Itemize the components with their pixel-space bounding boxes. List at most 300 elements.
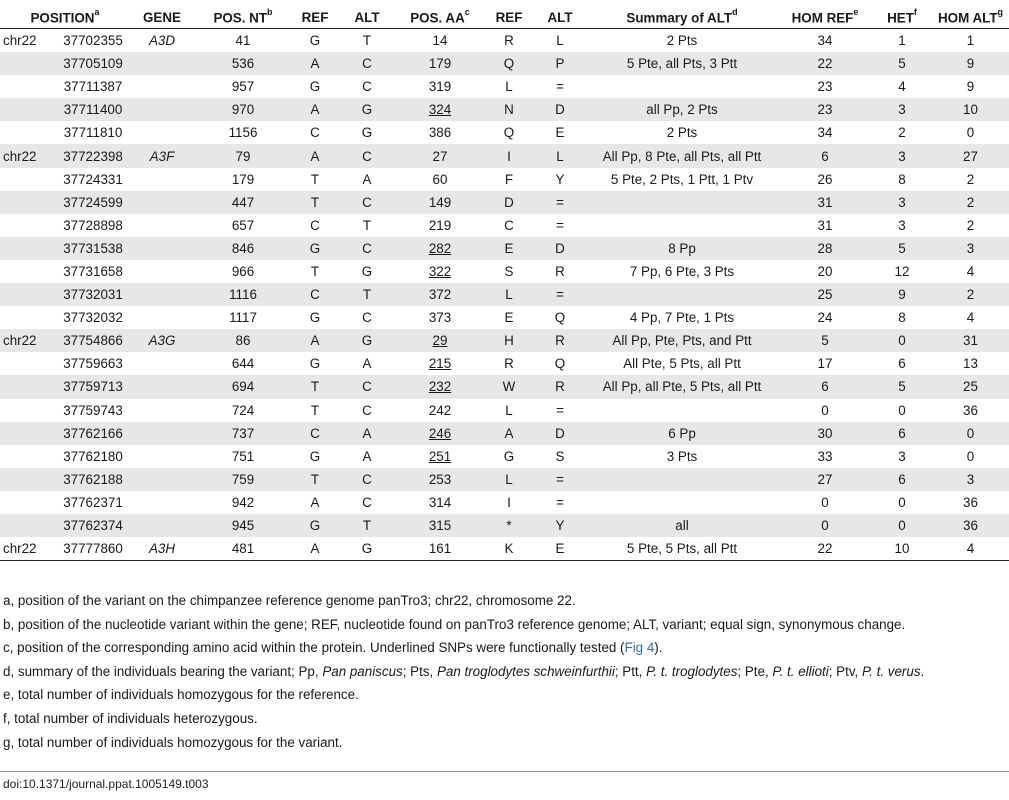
cell-hom-alt: 4 xyxy=(966,263,975,279)
cell-ref-aa: L xyxy=(484,468,534,491)
cell-position: 37732032 xyxy=(63,310,123,326)
cell-pos-nt: 86 xyxy=(194,329,292,352)
table-row xyxy=(0,445,1009,468)
cell-chromosome xyxy=(0,214,56,237)
cell-gene xyxy=(130,306,194,329)
cell-position: 37728898 xyxy=(63,217,123,233)
cell-gene xyxy=(130,121,194,144)
cell-alt-aa: Y xyxy=(534,514,586,537)
cell-hom-ref: 5 xyxy=(778,329,872,352)
cell-hom-alt: 0 xyxy=(932,422,1009,445)
cell-het: 1 xyxy=(898,33,906,49)
cell-position: 37722398 xyxy=(56,144,130,167)
cell-alt-aa: Q xyxy=(554,310,566,326)
cell-pos-aa: 322 xyxy=(428,263,452,279)
cell-alt-nt: G xyxy=(338,329,396,352)
table-row xyxy=(0,52,1009,75)
cell-gene xyxy=(130,214,194,237)
cell-ref-nt: A xyxy=(292,144,338,167)
cell-hom-ref: 26 xyxy=(817,171,833,187)
cell-pos-nt: 846 xyxy=(194,237,292,260)
cell-alt-aa: P xyxy=(534,52,586,75)
cell-alt-aa: = xyxy=(534,468,586,491)
cell-hom-alt: 2 xyxy=(932,283,1009,306)
header-hom-alt: HOM ALT$^g$ xyxy=(932,6,1009,29)
cell-hom-alt: 1 xyxy=(966,33,975,49)
table-row xyxy=(0,375,1009,398)
cell-alt-nt: T xyxy=(362,217,372,233)
cell-ref-aa: E xyxy=(484,237,534,260)
cell-gene xyxy=(130,352,194,375)
cell-chromosome: chr22 xyxy=(3,33,37,49)
cell-ref-nt: T xyxy=(292,191,338,214)
header-ref: REF xyxy=(292,6,338,29)
cell-gene xyxy=(130,52,194,75)
cell-pos-aa: 161 xyxy=(396,537,484,561)
cell-summary: 5 Pte, 5 Pts, all Ptt xyxy=(586,537,778,561)
cell-alt-nt: T xyxy=(338,283,396,306)
cell-alt-nt: C xyxy=(338,144,396,167)
cell-alt-nt: G xyxy=(361,263,373,279)
cell-ref-nt: G xyxy=(292,514,338,537)
cell-hom-ref: 0 xyxy=(821,494,829,510)
cell-ref-nt: G xyxy=(309,33,321,49)
cell-pos-aa: 386 xyxy=(428,125,452,141)
cell-summary: 3 Pts xyxy=(666,448,698,464)
cell-het: 9 xyxy=(872,283,932,306)
footnote-d: d, summary of the individuals bearing the variant; Pp, Pan paniscus; Pts, Pan troglodytes schweinfurthii; Ptt, P. t. troglodytes; Pte, P. t. ellioti; Ptv, P. t. verus. xyxy=(3,663,925,679)
cell-ref-nt: A xyxy=(292,329,338,352)
cell-summary: 6 Pp xyxy=(586,422,778,445)
table-row xyxy=(0,98,1009,121)
footnotes xyxy=(3,591,1003,756)
cell-summary xyxy=(586,191,778,214)
cell-alt-aa: E xyxy=(555,125,565,141)
cell-ref-aa: A xyxy=(484,422,534,445)
cell-alt-aa: D xyxy=(534,422,586,445)
cell-position: 37711387 xyxy=(63,79,123,95)
cell-hom-alt: 36 xyxy=(963,494,978,510)
cell-summary: 2 Pts xyxy=(666,33,698,49)
cell-summary: 5 Pte, 2 Pts, 1 Ptt, 1 Ptv xyxy=(610,171,754,187)
cell-alt-nt: A xyxy=(362,448,372,464)
cell-het: 8 xyxy=(898,310,906,326)
cell-pos-nt: 179 xyxy=(231,171,255,187)
cell-ref-nt: T xyxy=(292,375,338,398)
cell-chromosome xyxy=(0,237,56,260)
cell-gene: A3F xyxy=(130,144,194,167)
cell-ref-aa: H xyxy=(484,329,534,352)
cell-pos-aa: 27 xyxy=(396,144,484,167)
cell-pos-nt: 724 xyxy=(231,402,255,418)
cell-hom-ref: 33 xyxy=(817,448,833,464)
cell-summary: all Pp, 2 Pts xyxy=(586,98,778,121)
cell-pos-aa: 246 xyxy=(396,422,484,445)
cell-chromosome: chr22 xyxy=(0,537,56,561)
cell-ref-nt: G xyxy=(309,448,321,464)
cell-hom-alt: 0 xyxy=(966,125,975,141)
table-row xyxy=(0,468,1009,491)
cell-chromosome xyxy=(0,468,56,491)
cell-alt-aa: R xyxy=(534,329,586,352)
cell-het: 3 xyxy=(872,191,932,214)
cell-hom-alt: 3 xyxy=(932,468,1009,491)
cell-ref-nt: T xyxy=(310,402,320,418)
cell-ref-nt: C xyxy=(292,283,338,306)
cell-summary: 4 Pp, 7 Pte, 1 Pts xyxy=(629,310,735,326)
cell-alt-aa: = xyxy=(556,494,564,510)
cell-alt-aa: D xyxy=(534,237,586,260)
cell-het: 5 xyxy=(872,375,932,398)
cell-summary xyxy=(586,283,778,306)
footnote-f: f, total number of individuals heterozygous. xyxy=(3,710,258,726)
cell-het: 5 xyxy=(872,52,932,75)
cell-ref-aa: S xyxy=(504,263,514,279)
cell-summary xyxy=(586,75,778,98)
cell-gene xyxy=(130,191,194,214)
cell-chromosome xyxy=(0,121,56,144)
cell-het: 0 xyxy=(872,514,932,537)
cell-position: 37705109 xyxy=(56,52,130,75)
doi-divider xyxy=(0,771,1009,772)
cell-hom-ref: 34 xyxy=(817,33,833,49)
cell-gene xyxy=(130,260,194,283)
cell-position: 37777860 xyxy=(56,537,130,561)
header-pos-aa: POS. $AA^c$ xyxy=(396,6,484,29)
cell-summary: all xyxy=(586,514,778,537)
header-hom-ref: HOM REF$^e$ xyxy=(778,6,872,29)
header-summary: Summary of ALT$^d$ xyxy=(586,6,778,29)
cell-chromosome xyxy=(0,422,56,445)
cell-pos-aa: 242 xyxy=(428,402,452,418)
cell-hom-ref: 6 xyxy=(778,375,872,398)
cell-gene xyxy=(130,75,194,98)
cell-pos-aa: 253 xyxy=(396,468,484,491)
cell-hom-alt: 9 xyxy=(932,52,1009,75)
cell-ref-nt: A xyxy=(292,98,338,121)
cell-alt-aa: = xyxy=(556,402,564,418)
table-row xyxy=(0,352,1009,375)
cell-ref-nt: A xyxy=(292,52,338,75)
table-row xyxy=(0,399,1009,422)
cell-summary: 5 Pte, all Pts, 3 Ptt xyxy=(586,52,778,75)
header-position: POSITION$^a$ xyxy=(0,6,130,29)
cell-chromosome xyxy=(0,375,56,398)
table-row xyxy=(0,29,1009,53)
cell-pos-nt: 737 xyxy=(194,422,292,445)
cell-alt-nt: C xyxy=(362,494,372,510)
cell-het: 3 xyxy=(872,98,932,121)
cell-summary: 8 Pp xyxy=(586,237,778,260)
footnote-e: e, total number of individuals homozygous for the reference. xyxy=(3,687,359,703)
cell-hom-ref: 22 xyxy=(778,52,872,75)
cell-gene xyxy=(130,399,194,422)
table-row xyxy=(0,422,1009,445)
cell-position: 37731658 xyxy=(63,263,123,279)
cell-ref-nt: A xyxy=(310,494,320,510)
doi-text: doi:10.1371/journal.ppat.1005149.t003 xyxy=(3,777,209,791)
cell-ref-nt: C xyxy=(310,125,320,141)
cell-pos-nt: 41 xyxy=(235,33,251,49)
cell-ref-nt: G xyxy=(309,356,321,372)
cell-chromosome xyxy=(0,98,56,121)
cell-het: 8 xyxy=(898,171,906,187)
cell-hom-ref: 20 xyxy=(817,263,833,279)
cell-position: 37762374 xyxy=(56,514,130,537)
cell-alt-nt: C xyxy=(362,310,372,326)
cell-pos-nt: 694 xyxy=(194,375,292,398)
cell-pos-aa: 282 xyxy=(396,237,484,260)
cell-het: 0 xyxy=(872,329,932,352)
cell-ref-aa: * xyxy=(484,514,534,537)
cell-het: 4 xyxy=(898,79,906,95)
cell-alt-nt: A xyxy=(362,356,372,372)
cell-pos-nt: 79 xyxy=(194,144,292,167)
header-pos-nt: POS. $NT^b$ xyxy=(194,6,292,29)
cell-alt-nt: C xyxy=(362,79,372,95)
cell-alt-aa: R xyxy=(534,375,586,398)
cell-gene xyxy=(130,468,194,491)
cell-alt-aa: = xyxy=(534,283,586,306)
cell-gene xyxy=(130,98,194,121)
cell-hom-alt: 2 xyxy=(966,171,975,187)
cell-summary xyxy=(586,491,778,514)
cell-het: 0 xyxy=(898,494,906,510)
cell-hom-ref: 22 xyxy=(778,537,872,561)
cell-gene xyxy=(130,375,194,398)
cell-pos-nt: 1156 xyxy=(228,125,258,141)
cell-hom-ref: 23 xyxy=(778,98,872,121)
cell-pos-aa: 60 xyxy=(432,171,448,187)
cell-chromosome xyxy=(0,191,56,214)
cell-summary: All Pp, Pte, Pts, and Ptt xyxy=(586,329,778,352)
cell-summary: All Pp, 8 Pte, all Pts, all Ptt xyxy=(586,144,778,167)
cell-pos-nt: 1116 xyxy=(194,283,292,306)
cell-hom-alt: 31 xyxy=(932,329,1009,352)
cell-chromosome xyxy=(0,168,56,191)
cell-alt-aa: Y xyxy=(555,171,565,187)
cell-chromosome xyxy=(0,514,56,537)
cell-alt-aa: L xyxy=(556,33,564,49)
cell-het: 6 xyxy=(898,356,906,372)
cell-hom-alt: 25 xyxy=(932,375,1009,398)
cell-hom-alt: 2 xyxy=(932,191,1009,214)
table-row xyxy=(0,329,1009,352)
cell-hom-ref: 24 xyxy=(817,310,833,326)
cell-alt-nt: C xyxy=(338,468,396,491)
cell-ref-aa: C xyxy=(504,217,514,233)
cell-ref-aa: N xyxy=(484,98,534,121)
cell-ref-aa: R xyxy=(504,356,514,372)
fig4-link[interactable]: Fig 4 xyxy=(624,640,655,656)
cell-ref-aa: G xyxy=(503,448,515,464)
cell-hom-ref: 6 xyxy=(778,144,872,167)
table-row xyxy=(0,260,1009,283)
cell-pos-aa: 14 xyxy=(432,33,448,49)
cell-ref-aa: I xyxy=(484,144,534,167)
cell-ref-nt: T xyxy=(292,468,338,491)
table-row xyxy=(0,491,1009,514)
cell-ref-aa: L xyxy=(505,79,513,95)
footnote-c: c, position of the corresponding amino acid within the protein. Underlined SNPs were functionally tested (Fig 4). xyxy=(3,640,663,656)
cell-chromosome xyxy=(0,491,56,514)
variant-table xyxy=(0,6,1009,561)
cell-ref-aa: D xyxy=(484,191,534,214)
cell-pos-aa: 314 xyxy=(428,494,452,510)
cell-alt-nt: C xyxy=(338,191,396,214)
cell-alt-nt: A xyxy=(362,171,372,187)
table-body xyxy=(0,29,1009,561)
cell-ref-aa: K xyxy=(484,537,534,561)
cell-position: 37724331 xyxy=(63,171,123,187)
cell-hom-alt: 13 xyxy=(963,356,978,372)
cell-summary xyxy=(586,468,778,491)
cell-alt-aa: = xyxy=(556,217,564,233)
cell-het: 3 xyxy=(898,217,906,233)
cell-hom-alt: 2 xyxy=(966,217,975,233)
cell-chromosome xyxy=(0,283,56,306)
cell-hom-ref: 31 xyxy=(817,217,833,233)
cell-het: 10 xyxy=(872,537,932,561)
cell-chromosome xyxy=(0,399,56,422)
cell-hom-ref: 27 xyxy=(778,468,872,491)
cell-het: 3 xyxy=(872,144,932,167)
cell-pos-nt: 957 xyxy=(231,79,255,95)
cell-chromosome xyxy=(0,52,56,75)
cell-pos-aa: 179 xyxy=(396,52,484,75)
cell-pos-aa: 149 xyxy=(396,191,484,214)
cell-summary: All Pte, 5 Pts, all Ptt xyxy=(623,356,741,372)
cell-pos-nt: 759 xyxy=(194,468,292,491)
cell-ref-aa: L xyxy=(505,402,513,418)
cell-position: 37759743 xyxy=(63,402,123,418)
cell-alt-aa: = xyxy=(534,191,586,214)
cell-position: 37724599 xyxy=(56,191,130,214)
cell-ref-nt: G xyxy=(309,310,321,326)
cell-summary: All Pp, all Pte, 5 Pts, all Ptt xyxy=(586,375,778,398)
cell-alt-nt: G xyxy=(338,537,396,561)
cell-chromosome xyxy=(0,75,56,98)
footnote-g: g, total number of individuals homozygous for the variant. xyxy=(3,734,343,750)
cell-het: 6 xyxy=(872,422,932,445)
cell-ref-nt: T xyxy=(310,171,320,187)
cell-hom-alt: 27 xyxy=(932,144,1009,167)
cell-gene xyxy=(130,445,194,468)
cell-gene xyxy=(130,514,194,537)
cell-alt-nt: C xyxy=(338,237,396,260)
cell-hom-ref: 23 xyxy=(817,79,833,95)
cell-gene xyxy=(130,491,194,514)
cell-hom-ref: 34 xyxy=(817,125,833,141)
cell-position: 37702355 xyxy=(63,33,123,49)
footnote-b: b, position of the nucleotide variant within the gene; REF, nucleotide found on panTro3 reference genome; ALT, variant; equal sign, synonymous change. xyxy=(3,616,906,632)
cell-hom-ref: 25 xyxy=(778,283,872,306)
cell-hom-alt: 9 xyxy=(966,79,975,95)
cell-chromosome xyxy=(0,260,56,283)
cell-alt-nt: A xyxy=(338,422,396,445)
table-row xyxy=(0,214,1009,237)
cell-summary xyxy=(586,399,778,422)
cell-alt-aa: S xyxy=(555,448,565,464)
cell-pos-nt: 970 xyxy=(194,98,292,121)
cell-hom-alt: 3 xyxy=(932,237,1009,260)
cell-chromosome xyxy=(0,445,56,468)
table-row xyxy=(0,283,1009,306)
cell-summary: 2 Pts xyxy=(666,125,698,141)
cell-pos-nt: 966 xyxy=(231,263,255,279)
cell-pos-aa: 372 xyxy=(396,283,484,306)
cell-summary: 7 Pp, 6 Pte, 3 Pts xyxy=(629,263,735,279)
cell-ref-aa: W xyxy=(484,375,534,398)
cell-alt-nt: T xyxy=(362,33,372,49)
cell-het: 0 xyxy=(898,402,906,418)
table-row xyxy=(0,144,1009,167)
cell-pos-aa: 232 xyxy=(396,375,484,398)
cell-ref-aa: E xyxy=(504,310,514,326)
cell-pos-nt: 1117 xyxy=(229,310,257,326)
cell-ref-nt: G xyxy=(292,237,338,260)
cell-ref-aa: F xyxy=(504,171,514,187)
cell-chromosome: chr22 xyxy=(0,329,56,352)
cell-pos-nt: 657 xyxy=(231,217,255,233)
cell-alt-nt: C xyxy=(338,375,396,398)
cell-hom-ref: 17 xyxy=(817,356,833,372)
cell-position: 37731538 xyxy=(56,237,130,260)
cell-ref-aa: I xyxy=(507,494,511,510)
cell-ref-nt: C xyxy=(292,422,338,445)
header-row xyxy=(0,6,1009,29)
cell-summary xyxy=(586,214,778,237)
cell-pos-nt: 447 xyxy=(194,191,292,214)
cell-ref-aa: L xyxy=(484,283,534,306)
cell-alt-nt: C xyxy=(362,402,372,418)
cell-pos-aa: 324 xyxy=(396,98,484,121)
cell-gene: A3H xyxy=(130,537,194,561)
cell-ref-aa: Q xyxy=(484,52,534,75)
cell-hom-ref: 0 xyxy=(821,402,829,418)
table-row xyxy=(0,168,1009,191)
cell-het: 6 xyxy=(872,468,932,491)
cell-hom-alt: 0 xyxy=(966,448,975,464)
cell-position: 37732031 xyxy=(56,283,130,306)
header-alt: ALT xyxy=(338,6,396,29)
header-alt-aa: ALT xyxy=(534,6,586,29)
cell-chromosome xyxy=(0,352,56,375)
cell-position: 37762188 xyxy=(56,468,130,491)
cell-pos-nt: 942 xyxy=(231,494,255,510)
cell-het: 5 xyxy=(872,237,932,260)
cell-chromosome xyxy=(0,306,56,329)
cell-hom-alt: 36 xyxy=(963,402,978,418)
table-row xyxy=(0,537,1009,561)
header-gene: GENE xyxy=(130,6,194,29)
cell-hom-alt: 4 xyxy=(932,537,1009,561)
cell-alt-nt: G xyxy=(361,125,373,141)
cell-pos-nt: 536 xyxy=(194,52,292,75)
cell-hom-ref: 28 xyxy=(778,237,872,260)
cell-gene xyxy=(130,283,194,306)
header-het: HET$^f$ xyxy=(872,6,932,29)
cell-position: 37762371 xyxy=(63,494,123,510)
cell-pos-nt: 751 xyxy=(231,448,255,464)
cell-gene xyxy=(130,237,194,260)
cell-alt-nt: G xyxy=(338,98,396,121)
cell-gene xyxy=(130,422,194,445)
cell-chromosome: chr22 xyxy=(0,144,56,167)
table-row xyxy=(0,191,1009,214)
cell-alt-aa: E xyxy=(534,537,586,561)
cell-alt-nt: C xyxy=(338,52,396,75)
